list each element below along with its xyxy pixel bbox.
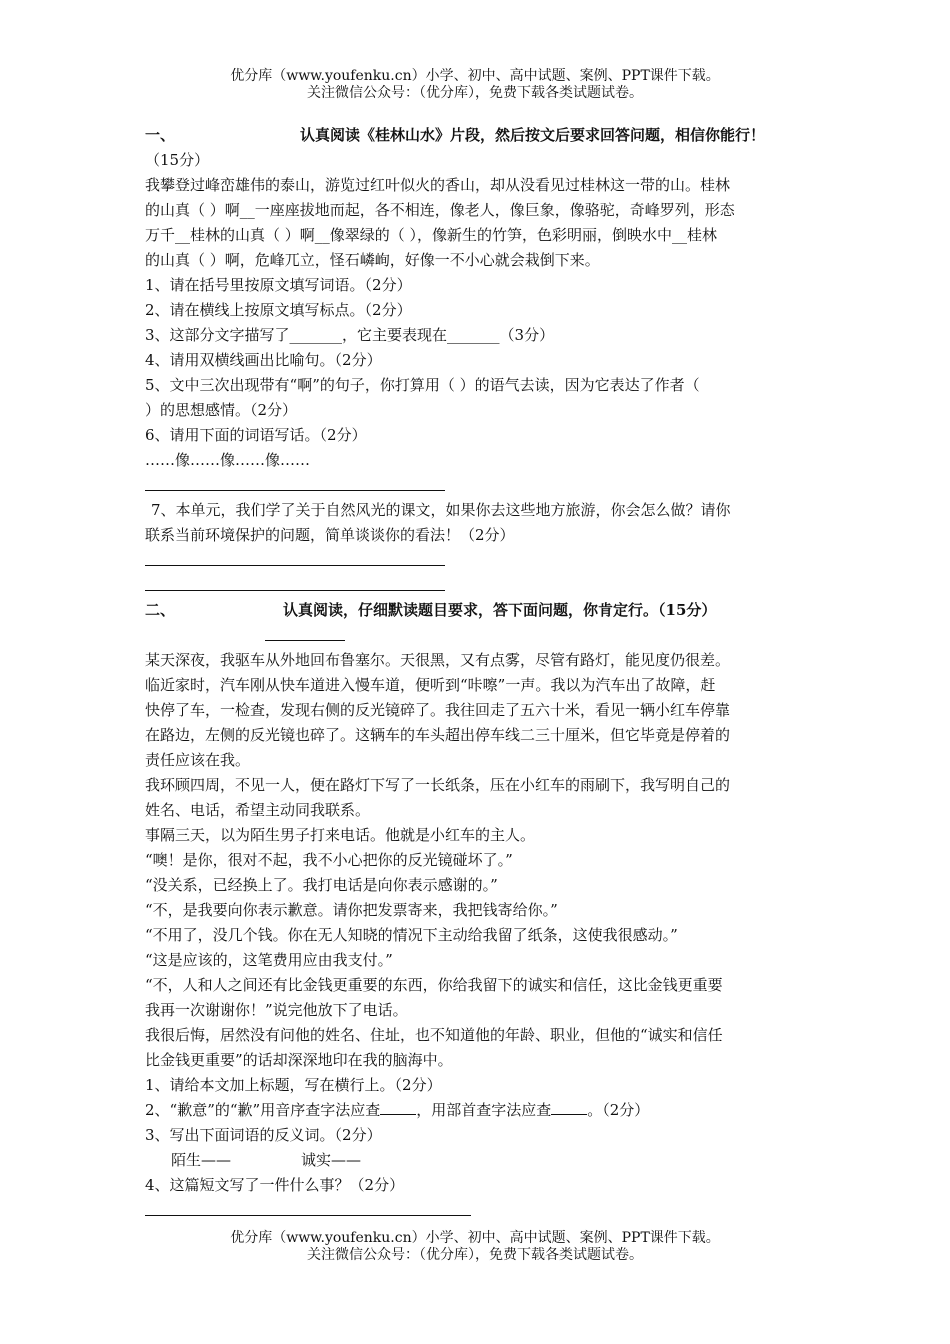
footer-line-1: 优分库（www.youfenku.cn）小学、初中、高中试题、案例、PPT课件下载。 [230,1230,720,1246]
section1-passage-line: 的山真（ ）啊__一座座拔地而起，各不相连，像老人，像巨象，像骆驼，奇峰罗列，形态 [145,201,735,219]
radical-blank [551,1099,587,1115]
section2-passage-line: 我环顾四周，不见一人，便在路灯下写了一长纸条，压在小红车的雨刷下，我写明自己的 [145,776,731,794]
section2-passage-line: 姓名、电话，希望主动同我联系。 [145,801,371,819]
pinyin-blank [380,1099,416,1115]
section2-passage-line: 临近家时，汽车刚从快车道进入慢车道，便听到“咔嚓”一声。我以为汽车出了故障，赶 [145,676,716,694]
section2-question-2-part3: 。（2分） [587,1101,650,1119]
section2-title: 认真阅读，仔细默读题目要求，答下面问题，你肯定行。（15分） [283,601,717,619]
section2-passage-line: 我很后悔，居然没有问他的姓名、住址，也不知道他的年龄、职业，但他的“诚实和信任 [145,1026,723,1044]
section1-question-6: 6、请用下面的词语写话。（2分） [145,426,367,444]
section2-dialogue-line: “没关系，已经换上了。我打电话是向你表示感谢的。” [145,876,498,894]
answer-line [145,590,445,591]
answer-line [145,1215,471,1216]
section1-question-4: 4、请用双横线画出比喻句。（2分） [145,351,382,369]
section1-question-3: 3、这部分文字描写了_______，它主要表现在_______（3分） [145,326,555,344]
section1-question-5-cont: ）的思想感情。（2分） [145,401,298,419]
header-line-1: 优分库（www.youfenku.cn）小学、初中、高中试题、案例、PPT课件下载。 [230,68,720,84]
title-answer-line [265,640,345,641]
antonym-item-2: 诚实—— [301,1151,362,1169]
page-header [0,68,950,102]
section2-question-3: 3、写出下面词语的反义词。（2分） [145,1126,382,1144]
antonym-item-1: 陌生—— [171,1151,232,1169]
section2-passage-line: 在路边，左侧的反光镜也碎了。这辆车的车头超出停车线二三十厘米，但它毕竟是停着的 [145,726,731,744]
section2-passage-line: 比金钱更重要”的话却深深地印在我的脑海中。 [145,1051,453,1069]
footer-line-2: 关注微信公众号：（优分库），免费下载各类试题试卷。 [307,1247,643,1263]
section1-title: 认真阅读《桂林山水》片段，然后按文后要求回答问题，相信你能行！ [300,126,766,144]
section2-question-2-part2: ，用部首查字法应查 [416,1101,552,1119]
section2-question-2 [145,1099,649,1121]
section1-question-6-prompt: ……像……像……像…… [145,451,311,469]
section1-question-7-cont: 联系当前环境保护的问题，简单谈谈你的看法！（2分） [145,526,515,544]
section2-number: 二、 [145,601,176,619]
header-line-2: 关注微信公众号：（优分库），免费下载各类试题试卷。 [307,85,643,101]
section2-dialogue-line: “不，是我要向你表示歉意。请你把发票寄来，我把钱寄给你。” [145,901,558,919]
section2-question-2-part1: 2、“歉意”的“歉”用音序查字法应查 [145,1101,381,1119]
section2-dialogue-line: “这是应该的，这笔费用应由我支付。” [145,951,393,969]
answer-line [145,490,445,491]
section1-passage-line: 的山真（ ）啊，危峰兀立，怪石嶙峋，好像一不小心就会栽倒下来。 [145,251,600,269]
section1-passage-line: 万千__桂林的山真（ ）啊__像翠绿的（ ），像新生的竹笋，色彩明丽，倒映水中__桂林 [145,226,718,244]
section1-question-1: 1、请在括号里按原文填写词语。（2分） [145,276,412,294]
section2-dialogue-line: “不用了，没几个钱。你在无人知晓的情况下主动给我留了纸条，这使我很感动。” [145,926,678,944]
section2-dialogue-line: 我再一次谢谢你！”说完他放下了电话。 [145,1001,408,1019]
section2-question-4: 4、这篇短文写了一件什么事？（2分） [145,1176,405,1194]
section1-question-2: 2、请在横线上按原文填写标点。（2分） [145,301,412,319]
section2-question-1: 1、请给本文加上标题，写在横行上。（2分） [145,1076,442,1094]
section1-passage-line: 我攀登过峰峦雄伟的泰山，游览过红叶似火的香山，却从没看见过桂林这一带的山。桂林 [145,176,731,194]
page-footer [0,1230,950,1264]
section1-question-5: 5、文中三次出现带有“啊”的句子，你打算用（ ）的语气去读，因为它表达了作者（ [145,376,700,394]
section2-passage-line: 某天深夜，我驱车从外地回布鲁塞尔。天很黑，又有点雾，尽管有路灯，能见度仍很差。 [145,651,731,669]
section2-passage-line: 责任应该在我。 [145,751,251,769]
section2-dialogue-line: “不，人和人之间还有比金钱更重要的东西，你给我留下的诚实和信任，这比金钱更重要 [145,976,723,994]
section2-passage-line: 事隔三天，以为陌生男子打来电话。他就是小红车的主人。 [145,826,536,844]
section2-dialogue-line: “噢！是你，很对不起，我不小心把你的反光镜碰坏了。” [145,851,513,869]
section1-score: （15分） [145,151,210,169]
section1-number: 一、 [145,126,176,144]
answer-line [145,565,445,566]
section2-passage-line: 快停了车，一检查，发现右侧的反光镜碎了。我往回走了五六十米，看见一辆小红车停靠 [145,701,731,719]
section1-question-7: 7、本单元，我们学了关于自然风光的课文，如果你去这些地方旅游，你会怎么做？请你 [151,501,731,519]
